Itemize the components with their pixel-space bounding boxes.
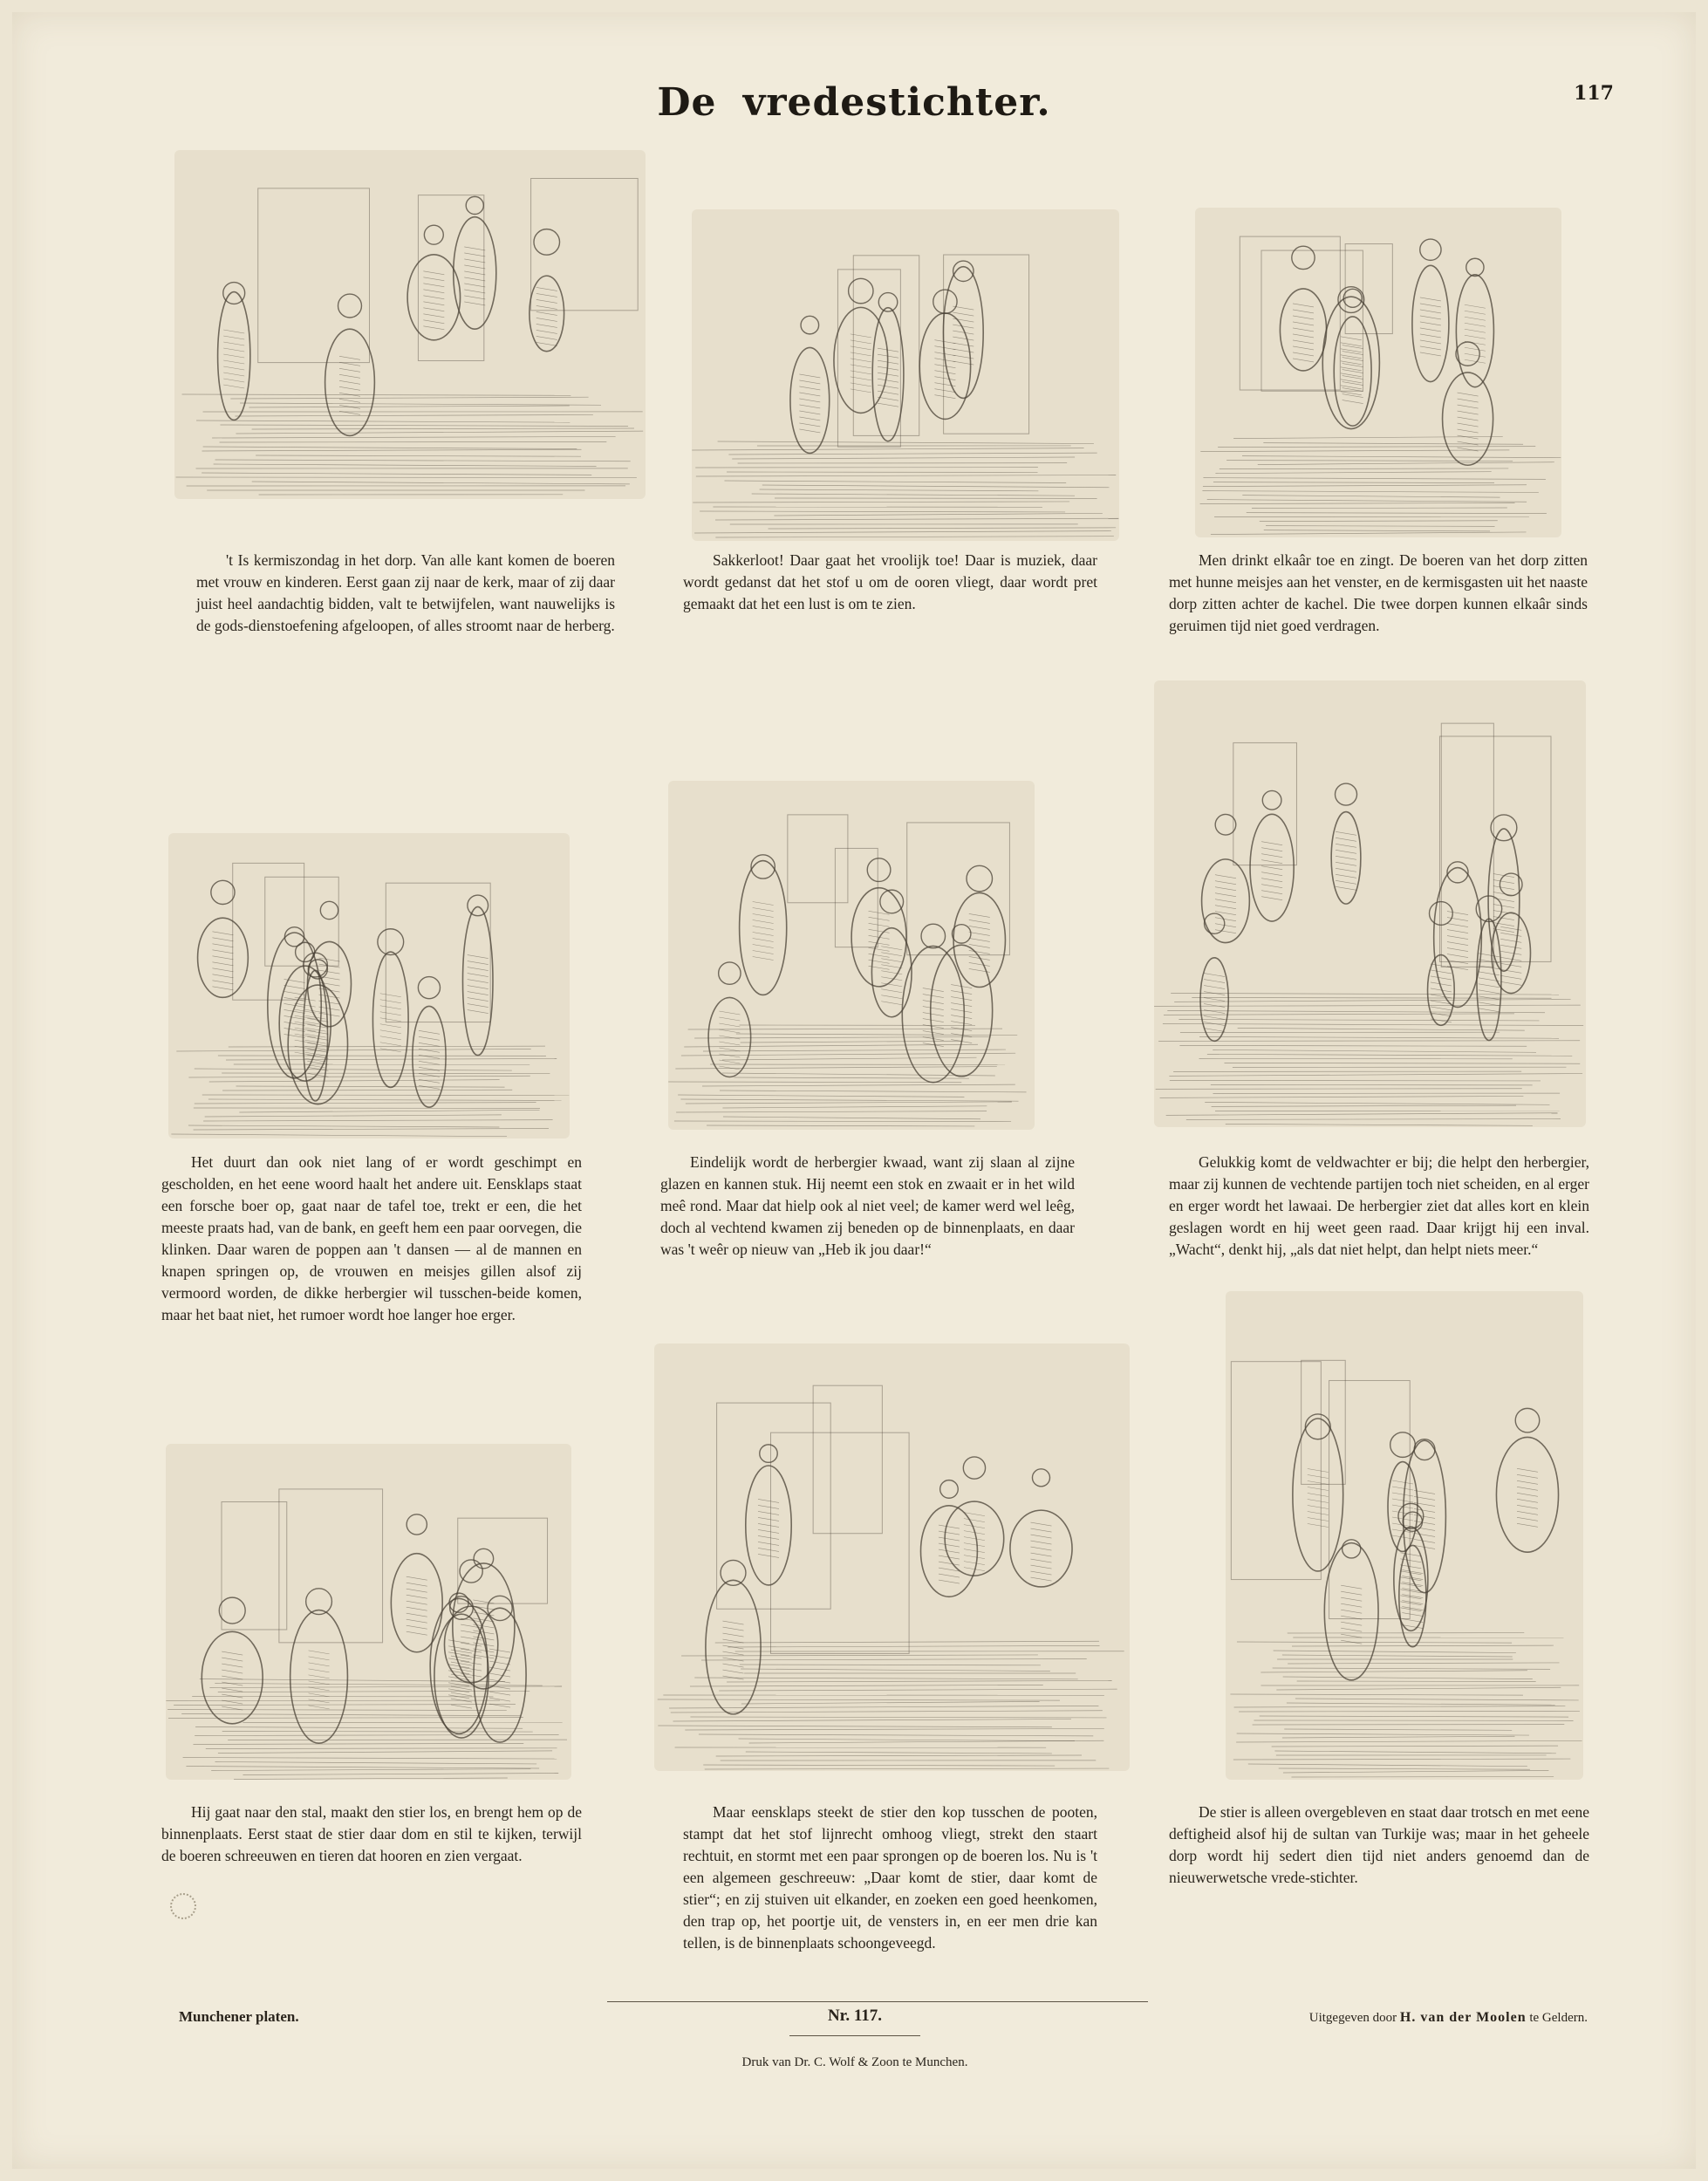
panel-4-caption: Het duurt dan ook niet lang of er wordt geschimpt en gescholden, en het eene woord haalt het andere uit. Eensklaps staat een forsche boer op, gaat naar de tafel toe, trekt er een, die het meeste praats had, van de bank, en geeft hem een paar oorvegen, die klinken. Daar waren de poppen aan 't dansen — al de mannen en knapen springen op, de vrouwen en meisjes gillen alsof zij vermoord worden, de dikke herbergier wil tusschen-beide komen, maar het baat niet, het rumoer wordt hoe langer hoe erger. <box>161 1153 582 1323</box>
tavern-drinking-illustration <box>1195 208 1561 537</box>
dancing-couples-illustration <box>692 209 1119 541</box>
panel-8-caption: Maar eensklaps steekt de stier den kop tusschen de pooten, stampt dat het stof lijnrecht omhoog vliegt, strekt den staart rechtuit, en stormt met een paar sprongen op de boeren los. Nu is 't een algemeen geschreeuw: „Daar komt de stier, daar komt de stier“; en zij stuiven uit elkander, en zoeken een goed heenkomen, den trap op, het poortje uit, de vensters in, en eer men drie kan tellen, is de binnenplaats schoongeveegd. <box>683 1803 1097 1952</box>
table-quarrel-illustration <box>168 833 570 1138</box>
engraving-hatching <box>692 209 1119 541</box>
panel-5-caption: Eindelijk wordt de herbergier kwaad, want zij slaan al zijne glazen en kannen stuk. Hij neemt een stok en zwaait er in het wild meê rond. Maar dat hielp ook al niet veel; de kamer werd wel leêg, doch al vechtend kwamen zij beneden op de binnenplaats, en daar was 't weêr op nieuw van „Heb ik jou daar!“ <box>660 1153 1075 1258</box>
series-label: Munchener platen. <box>179 2008 299 2025</box>
footer-rule-bottom <box>789 2035 920 2036</box>
publisher-suffix: te Geldern. <box>1526 2011 1588 2025</box>
panel-3-caption: Men drinkt elkaâr toe en zingt. De boeren van het dorp zitten met hunne meisjes aan het venster, en de kermisgasten uit het naaste dorp zitten achter de kachel. Die twee dorpen kunnen elkaâr sinds geruimen tijd niet goed verdragen. <box>1169 551 1588 634</box>
engraving-hatching <box>668 781 1035 1130</box>
engraving-hatching <box>1154 680 1586 1127</box>
panel-7-caption: Hij gaat naar den stal, maakt den stier los, en brengt hem op de binnenplaats. Eerst staat de stier daar dom en stil te kijken, terwijl de boeren schreeuwen en tieren dat hooren en zien vergaat. <box>161 1803 582 1864</box>
engraving-hatching <box>654 1343 1130 1771</box>
innkeeper-stick-illustration <box>668 781 1035 1130</box>
panel-1-caption: 't Is kermiszondag in het dorp. Van alle kant komen de boeren met vrouw en kinderen. Eerst gaan zij naar de kerk, maar of zij daar juist heel aandachtig bidden, valt te betwijfelen, want nauwelijks is de gods-dienstoefening afgeloopen, of alles stroomt naar de herberg. <box>196 551 615 634</box>
engraving-hatching <box>1195 208 1561 537</box>
courtyard-brawl-illustration <box>1154 680 1586 1127</box>
printer-line: Druk van Dr. C. Wolf & Zoon te Munchen. <box>741 2055 968 2069</box>
engraving-hatching <box>174 150 646 499</box>
plate-number: Nr. 117. <box>827 2007 883 2025</box>
engraving-hatching <box>168 833 570 1138</box>
engraving-hatching <box>166 1444 571 1780</box>
publisher-name: H. van der Moolen <box>1399 2010 1527 2025</box>
village-procession-illustration <box>174 150 646 499</box>
ink-stamp-mark <box>170 1893 196 1919</box>
publisher-prefix: Uitgegeven door <box>1308 2011 1400 2025</box>
bull-charge-illustration <box>654 1343 1130 1771</box>
panel-9-caption: De stier is alleen overgebleven en staat daar trotsch en met eene deftigheid alsof hij de sultan van Turkije was; maar in het geheele dorp wordt hij sedert dien tijd niet anders genoemd dan de nieuwerwetsche vrede-stichter. <box>1169 1803 1589 1886</box>
publisher-line <box>1134 2010 1588 2026</box>
bull-alone-illustration <box>1226 1291 1583 1780</box>
page-title: De vredestichter. <box>657 80 1051 125</box>
footer-rule-top <box>607 2001 1148 2002</box>
page-number: 117 <box>1574 82 1614 105</box>
engraving-hatching <box>1226 1291 1583 1780</box>
panel-2-caption: Sakkerloot! Daar gaat het vroolijk toe! Daar is muziek, daar wordt gedanst dat het stof u om de ooren vliegt, daar wordt pret gemaakt dat het een lust is om te zien. <box>683 551 1097 612</box>
panel-6-caption: Gelukkig komt de veldwachter er bij; die helpt den herbergier, maar zij kunnen de vechtende partijen toch niet scheiden, en al erger en erger wordt het lawaai. De herbergier ziet dat alles kort en klein geslagen wordt en hij weet geen raad. Daar krijgt hij een inval. „Wacht“, denkt hij, „als dat niet helpt, dan helpt niets meer.“ <box>1169 1153 1589 1258</box>
bull-release-illustration <box>166 1444 571 1780</box>
